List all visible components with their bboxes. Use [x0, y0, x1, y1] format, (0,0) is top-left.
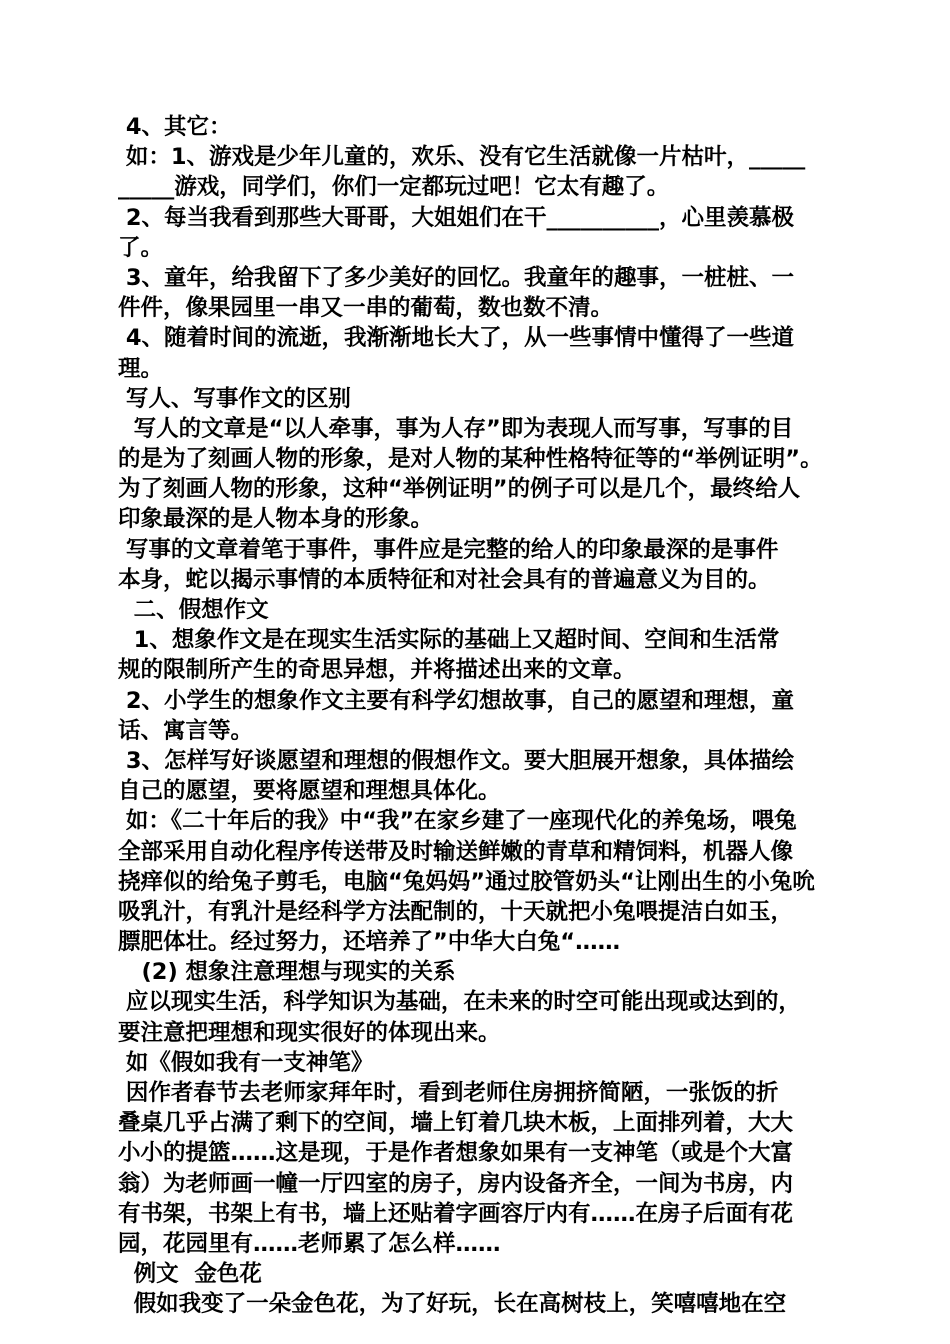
imaginative-point-2-line-1: 2、小学生的想象作文主要有科学幻想故事，自己的愿望和理想，童	[118, 687, 794, 714]
event-essay-line-2: 本身，蛇以揭示事情的本质特征和对社会具有的普遍意义为目的。	[118, 566, 771, 593]
example-2-line-1: 2、每当我看到那些大哥哥，大姐姐们在干__________，心里羡慕极	[118, 204, 794, 231]
example-rabbit-line-4: 吸乳汁，有乳汁是经科学方法配制的，十天就把小兔喂提洁白如玉，	[118, 898, 794, 925]
example-1-line-2: _____游戏，同学们，你们一定都玩过吧！它太有趣了。	[118, 174, 670, 201]
example-2-line-2: 了。	[118, 234, 164, 261]
section-heading-other: 4、其它：	[118, 114, 232, 140]
example-rabbit-line-3: 挠痒似的给兔子剪毛，电脑“兔妈妈”通过胶管奶头“让刚出生的小兔吮	[118, 868, 815, 895]
imaginative-point-2-line-2: 话、寓言等。	[118, 717, 254, 744]
example-4-line-1: 4、随着时间的流逝，我渐渐地长大了，从一些事情中懂得了一些道	[118, 325, 794, 352]
heading-person-vs-event: 写人、写事作文的区别	[118, 385, 351, 412]
person-essay-line-2: 的是为了刻画人物的形象，是对人物的某种性格特征等的“举例证明”。	[118, 446, 823, 473]
magic-pen-line-6: 园，花园里有……老师累了怎么样……	[118, 1230, 501, 1257]
magic-pen-line-3: 小小的提篮……这是现，于是作者想象如果有一支神笔（或是个大富	[118, 1140, 794, 1167]
imaginative-point-1-line-1: 1、想象作文是在现实生活实际的基础上又超时间、空间和生活常	[118, 627, 780, 654]
section-heading-imaginative: 二、假想作文	[118, 597, 269, 623]
example-rabbit-line-2: 全部采用自动化程序传送带及时输送鲜嫩的青草和精饲料，机器人像	[118, 838, 794, 865]
example-essay-line-1: 假如我变了一朵金色花，为了好玩，长在高树枝上，笑嘻嘻地在空	[118, 1291, 787, 1318]
example-3-line-1: 3、童年，给我留下了多少美好的回忆。我童年的趣事，一桩桩、一	[118, 264, 794, 291]
magic-pen-line-4: 翁）为老师画一幢一厅四室的房子，房内设备齐全，一间为书房，内	[118, 1170, 794, 1197]
example-1-line-1: 如：1、游戏是少年儿童的，欢乐、没有它生活就像一片枯叶，_____	[118, 144, 806, 171]
person-essay-line-1: 写人的文章是“以人牵事，事为人存”即为表现人而写事，写事的目	[118, 415, 794, 442]
example-4-line-2: 理。	[118, 355, 164, 382]
magic-pen-line-1: 因作者春节去老师家拜年时，看到老师住房拥挤简陋，一张饭的折	[118, 1080, 779, 1106]
imaginative-point-3-line-1: 3、怎样写好谈愿望和理想的假想作文。要大胆展开想象，具体描绘	[118, 747, 794, 774]
example-essay-title: 例文 金色花	[118, 1261, 262, 1288]
person-essay-line-3: 为了刻画人物的形象，这种“举例证明”的例子可以是几个，最终给人	[118, 476, 801, 503]
example-magic-pen-title: 如《假如我有一支神笔》	[118, 1049, 374, 1076]
document-body	[118, 112, 838, 1320]
example-rabbit-line-1: 如：《二十年后的我》中“我”在家乡建了一座现代化的养兔场，喂兔	[118, 808, 797, 835]
magic-pen-line-2: 叠桌几乎占满了剩下的空间，墙上钉着几块木板，上面排列着，大大	[118, 1110, 794, 1137]
event-essay-line-1: 写事的文章着笔于事件，事件应是完整的给人的印象最深的是事件	[118, 536, 779, 563]
imaginative-point-1-line-2: 规的限制所产生的奇思异想，并将描述出来的文章。	[118, 657, 636, 684]
reality-line-2: 要注意把理想和现实很好的体现出来。	[118, 1019, 501, 1046]
example-3-line-2: 件件，像果园里一串又一串的葡萄，数也数不清。	[118, 295, 614, 322]
reality-line-1: 应以现实生活，科学知识为基础，在未来的时空可能出现或达到的，	[118, 989, 801, 1016]
person-essay-line-4: 印象最深的是人物本身的形象。	[118, 506, 434, 533]
imaginative-point-3-line-2: 自己的愿望，要将愿望和理想具体化。	[118, 778, 501, 805]
subheading-reality: (2) 想象注意理想与现实的关系	[118, 959, 456, 986]
example-rabbit-line-5: 膘肥体壮。经过努力，还培养了”中华大白兔“……	[118, 929, 621, 956]
magic-pen-line-5: 有书架，书架上有书，墙上还贴着字画容厅内有……在房子后面有花	[118, 1200, 794, 1227]
